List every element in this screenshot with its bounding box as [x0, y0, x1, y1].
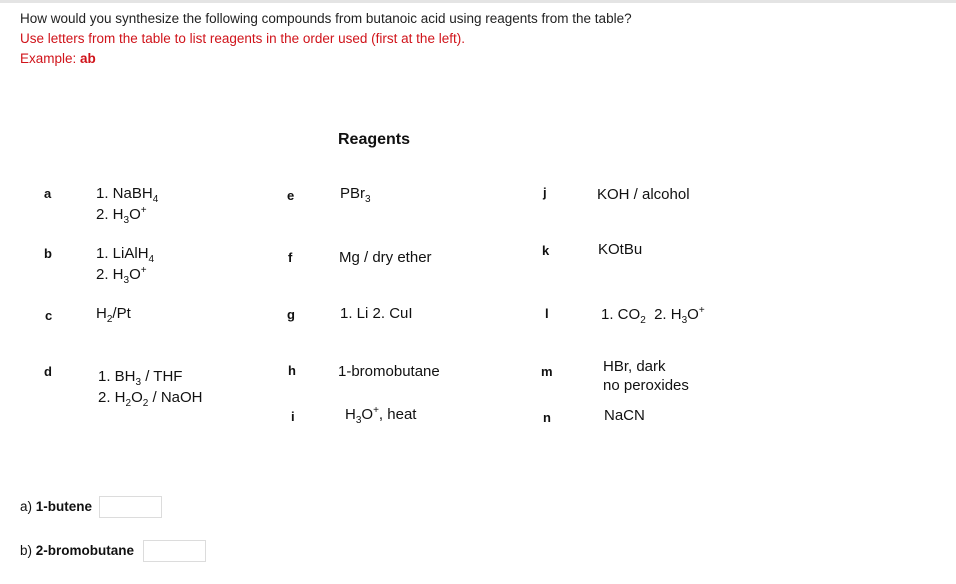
example-value: ab [80, 51, 96, 66]
reagent-k: KOtBu [598, 241, 643, 258]
example-prefix: Example: [20, 51, 81, 66]
top-divider [0, 0, 956, 3]
letter-h: h [288, 363, 296, 378]
letter-i: i [291, 409, 295, 424]
answer-input-2-bromobutane[interactable] [143, 540, 206, 562]
answer-input-1-butene[interactable] [99, 496, 162, 518]
instruction-text: Use letters from the table to list reagents in the order used (first at the left). [20, 31, 465, 46]
question-text: How would you synthesize the following compounds from butanoic acid using reagents from the table? [20, 11, 632, 26]
reagent-b: 1. LiAlH$_4$ 2. $H_3O^+$ [96, 245, 155, 286]
letter-j: j [543, 185, 547, 200]
reagent-n: NaCN [604, 407, 645, 424]
reagent-l: 1. $CO_2$ 2. $H_3O^+$ [601, 305, 705, 326]
letter-e: e [287, 188, 295, 203]
reagent-m: HBr, dark no peroxides [603, 358, 689, 394]
reagent-j: KOH / alcohol [597, 186, 690, 203]
letter-k: k [542, 243, 550, 258]
answer-label-1-butene: a) 1-butene [20, 499, 93, 514]
letter-n: n [543, 410, 551, 425]
reagent-g: 1. Li 2. CuI [340, 305, 413, 322]
letter-c: c [45, 308, 53, 323]
letter-a: a [44, 186, 52, 201]
answer-label-2-bromobutane: b) 2-bromobutane [20, 543, 135, 558]
reagent-i: $H_3O^+$, heat [345, 405, 417, 426]
reagent-a: 1. NaBH$_4$ 2. $H_3O^+$ [96, 185, 159, 226]
reagent-e: PBr$_3$ [340, 185, 371, 205]
reagent-f: Mg / dry ether [339, 249, 432, 266]
letter-l: l [545, 306, 549, 321]
letter-b: b [44, 246, 52, 261]
reagents-title: Reagents [338, 131, 411, 148]
letter-g: g [287, 307, 295, 322]
letter-f: f [288, 250, 293, 265]
reagent-c: $H_2/Pt$ [96, 305, 131, 325]
reagent-h: 1-bromobutane [338, 363, 440, 380]
letter-m: m [541, 364, 553, 379]
reagent-d: 1. $BH_3$ / THF 2. $H_2O_2$ / NaOH [98, 368, 203, 409]
letter-d: d [44, 364, 52, 379]
example-text [20, 50, 96, 68]
